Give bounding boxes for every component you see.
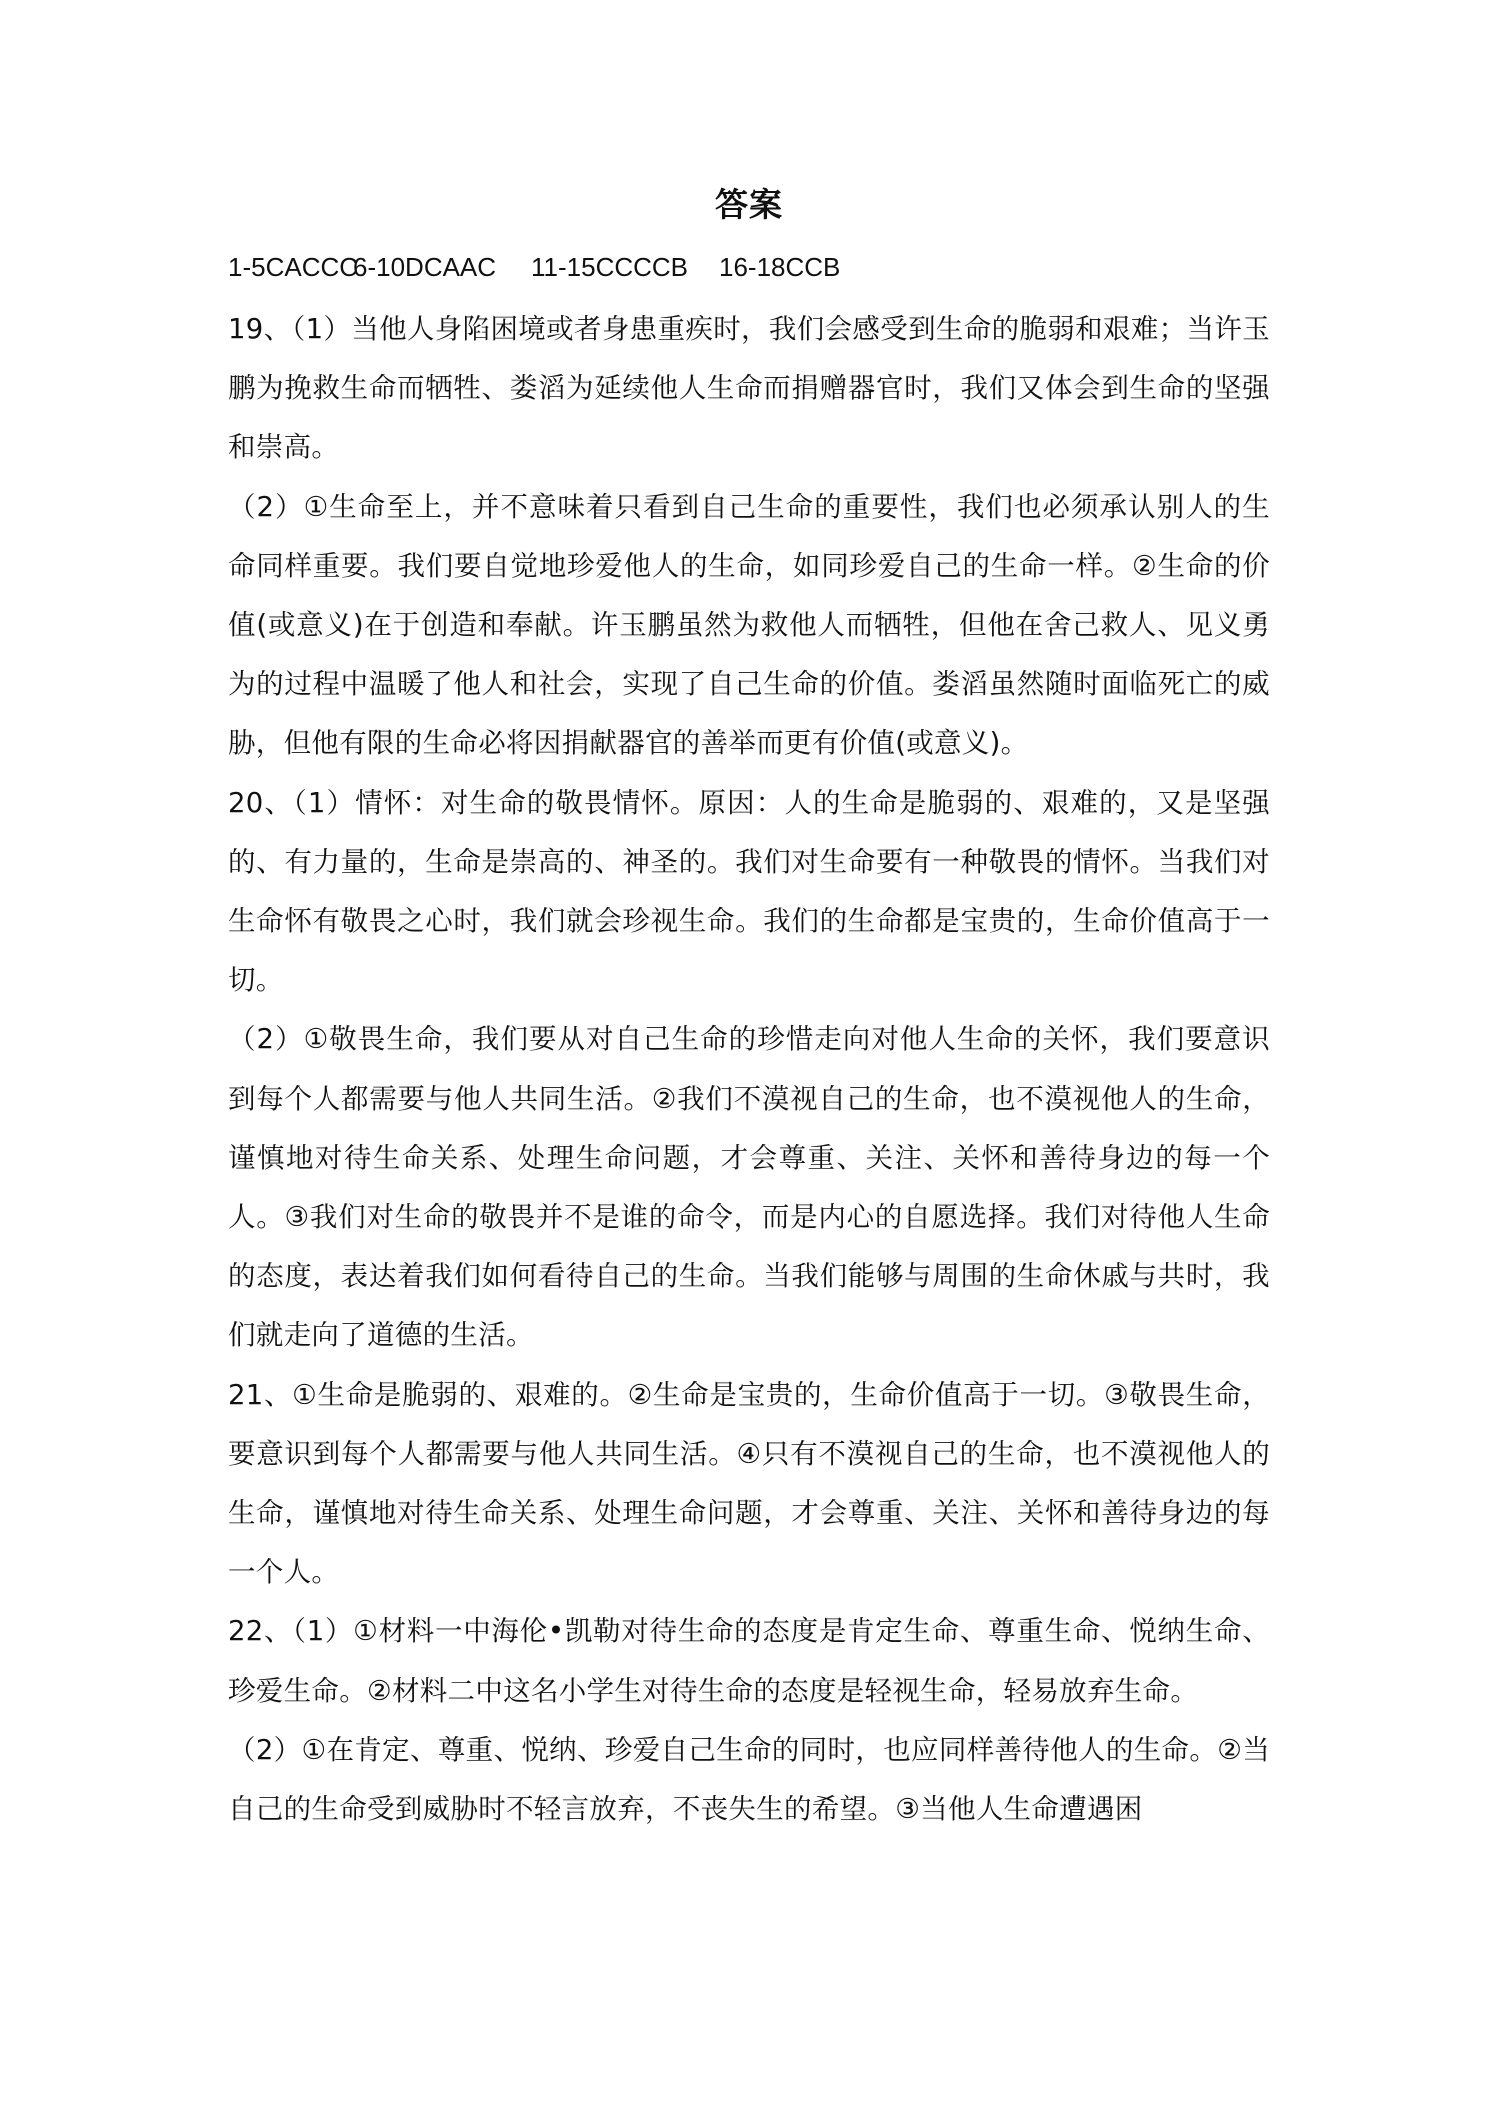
choice-answer-group: 6-10DCAAC	[353, 252, 497, 282]
answer-21: 21、①生命是脆弱的、艰难的。②生命是宝贵的，生命价值高于一切。③敬畏生命，要意识到每个人都需要与他人共同生活。④只有不漠视自己的生命，也不漠视他人的生命，谨慎地对待生命关系、处理生命问题，才会尊重、关注、关怀和善待身边的每一个人。	[228, 1378, 1270, 1589]
answer-sheet	[228, 180, 1270, 1839]
choice-answer-group: 11-15CCCCB	[531, 252, 689, 282]
answer-22-part-2: （2）①在肯定、尊重、悦纳、珍爱自己生命的同时，也应同样善待他人的生命。②当自己的生命受到威胁时不轻言放弃，不丧失生的希望。③当他人生命遭遇困	[228, 1733, 1270, 1826]
answer-19-part-1: 19、（1）当他人身陷困境或者身患重疾时，我们会感受到生命的脆弱和艰难；当许玉鹏为挽救生命而牺牲、娄滔为延续他人生命而捐赠器官时，我们又体会到生命的坚强和崇高。	[228, 313, 1270, 464]
answer-20-part-2: （2）①敬畏生命，我们要从对自己生命的珍惜走向对他人生命的关怀，我们要意识到每个人都需要与他人共同生活。②我们不漠视自己的生命，也不漠视他人的生命，谨慎地对待生命关系、处理生命问题，才会尊重、关注、关怀和善待身边的每一个人。③我们对生命的敬畏并不是谁的命令，而是内心的自愿选择。我们对待他人生命的态度，表达着我们如何看待自己的生命。当我们能够与周围的生命休戚与共时，我们就走向了道德的生活。	[228, 1023, 1270, 1352]
choice-answer-group: 1-5CACCC	[228, 252, 359, 282]
answer-19-part-2: （2）①生命至上，并不意味着只看到自己生命的重要性，我们也必须承认别人的生命同样重要。我们要自觉地珍爱他人的生命，如同珍爱自己的生命一样。②生命的价值(或意义)在于创造和奉献。许玉鹏虽然为救他人而牺牲，但他在舍己救人、见义勇为的过程中温暖了他人和社会，实现了自己生命的价值。娄滔虽然随时面临死亡的威胁，但他有限的生命必将因捐献器官的善举而更有价值(或意义)。	[228, 490, 1270, 760]
page-title: 答案	[715, 185, 783, 224]
answer-20-part-1: 20、（1）情怀：对生命的敬畏情怀。原因：人的生命是脆弱的、艰难的，又是坚强的、有力量的，生命是崇高的、神圣的。我们对生命要有一种敬畏的情怀。当我们对生命怀有敬畏之心时，我们就会珍视生命。我们的生命都是宝贵的，生命价值高于一切。	[228, 786, 1270, 997]
choice-answers	[228, 244, 1270, 290]
answer-22-part-1: 22、（1）①材料一中海伦•凯勒对待生命的态度是肯定生命、尊重生命、悦纳生命、珍爱生命。②材料二中这名小学生对待生命的态度是轻视生命，轻易放弃生命。	[228, 1615, 1270, 1707]
choice-answer-group: 16-18CCB	[719, 252, 841, 282]
